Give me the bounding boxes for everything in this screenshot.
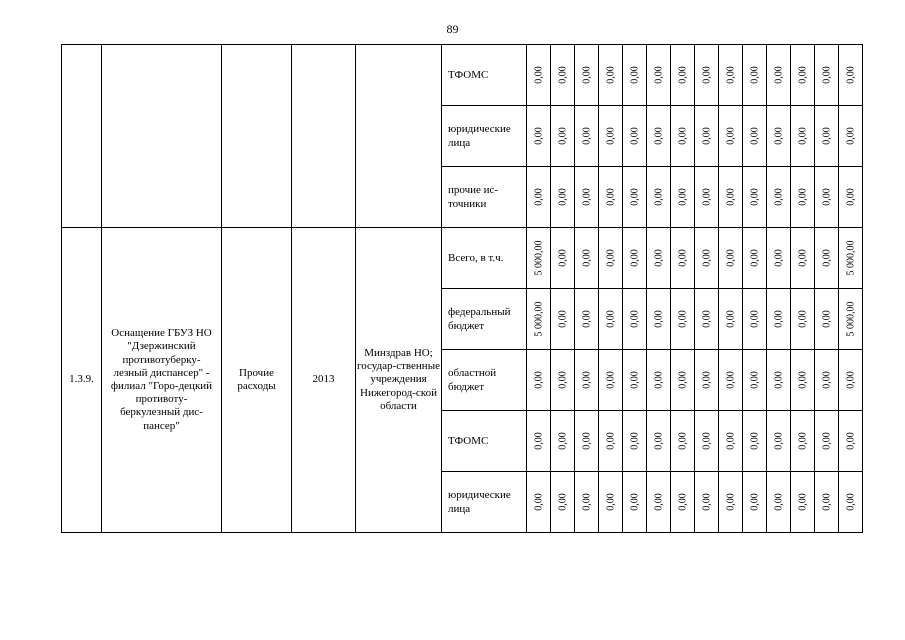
amount-value: 0,00 bbox=[773, 249, 784, 267]
amount-cell bbox=[671, 167, 695, 228]
amount-cell bbox=[791, 289, 815, 350]
amount-cell bbox=[647, 228, 671, 289]
amount-value: 0,00 bbox=[701, 249, 712, 267]
amount-cell bbox=[647, 289, 671, 350]
amount-cell bbox=[767, 167, 791, 228]
amount-cell bbox=[671, 472, 695, 533]
amount-value: 0,00 bbox=[605, 249, 616, 267]
amount-cell bbox=[791, 472, 815, 533]
amount-cell bbox=[719, 45, 743, 106]
amount-value: 0,00 bbox=[749, 432, 760, 450]
amount-value: 0,00 bbox=[845, 188, 856, 206]
amount-value: 0,00 bbox=[677, 310, 688, 328]
amount-value: 0,00 bbox=[773, 310, 784, 328]
amount-cell bbox=[575, 411, 599, 472]
executor: Минздрав НО; государ-ственные учреждения Нижегород-ской области bbox=[356, 228, 442, 533]
amount-value: 0,00 bbox=[821, 493, 832, 511]
amount-value: 0,00 bbox=[581, 493, 592, 511]
amount-value: 0,00 bbox=[749, 310, 760, 328]
amount-cell bbox=[575, 472, 599, 533]
amount-value: 5 000,00 bbox=[533, 301, 544, 337]
amount-cell bbox=[647, 106, 671, 167]
amount-value: 0,00 bbox=[797, 493, 808, 511]
amount-cell bbox=[815, 411, 839, 472]
amount-value: 0,00 bbox=[557, 310, 568, 328]
amount-value: 0,00 bbox=[605, 493, 616, 511]
amount-value: 0,00 bbox=[749, 127, 760, 145]
amount-value: 0,00 bbox=[557, 371, 568, 389]
amount-value: 0,00 bbox=[653, 432, 664, 450]
amount-cell bbox=[791, 106, 815, 167]
amount-cell bbox=[719, 350, 743, 411]
amount-cell bbox=[623, 228, 647, 289]
amount-value: 0,00 bbox=[677, 432, 688, 450]
amount-value: 0,00 bbox=[581, 371, 592, 389]
amount-value: 0,00 bbox=[797, 188, 808, 206]
amount-cell bbox=[527, 289, 551, 350]
amount-value: 0,00 bbox=[629, 127, 640, 145]
amount-value: 0,00 bbox=[653, 310, 664, 328]
expense-type: Прочие расходы bbox=[222, 228, 292, 533]
amount-value: 0,00 bbox=[533, 371, 544, 389]
amount-cell bbox=[815, 350, 839, 411]
amount-value: 0,00 bbox=[677, 127, 688, 145]
amount-value: 0,00 bbox=[653, 493, 664, 511]
amount-value: 0,00 bbox=[821, 188, 832, 206]
amount-value: 0,00 bbox=[557, 432, 568, 450]
amount-value: 0,00 bbox=[725, 66, 736, 84]
amount-cell bbox=[743, 289, 767, 350]
amount-cell bbox=[695, 45, 719, 106]
amount-value: 0,00 bbox=[845, 432, 856, 450]
amount-cell bbox=[551, 228, 575, 289]
amount-cell bbox=[599, 106, 623, 167]
amount-value: 0,00 bbox=[797, 66, 808, 84]
amount-value: 0,00 bbox=[629, 66, 640, 84]
amount-value: 0,00 bbox=[725, 432, 736, 450]
amount-value: 0,00 bbox=[845, 371, 856, 389]
amount-cell bbox=[671, 350, 695, 411]
expense-type-cell-empty bbox=[222, 45, 292, 228]
amount-value: 0,00 bbox=[797, 127, 808, 145]
amount-cell bbox=[695, 350, 719, 411]
amount-cell bbox=[719, 289, 743, 350]
amount-value: 0,00 bbox=[797, 432, 808, 450]
amount-cell bbox=[695, 289, 719, 350]
amount-cell bbox=[743, 45, 767, 106]
amount-cell bbox=[551, 45, 575, 106]
amount-cell bbox=[599, 45, 623, 106]
amount-cell bbox=[767, 228, 791, 289]
amount-cell bbox=[551, 167, 575, 228]
amount-cell bbox=[575, 228, 599, 289]
amount-value: 0,00 bbox=[581, 249, 592, 267]
amount-cell bbox=[791, 350, 815, 411]
amount-cell bbox=[599, 167, 623, 228]
amount-value: 0,00 bbox=[677, 188, 688, 206]
amount-value: 0,00 bbox=[581, 310, 592, 328]
amount-value: 0,00 bbox=[533, 127, 544, 145]
funding-source: юридические лица bbox=[442, 472, 527, 533]
amount-value: 0,00 bbox=[653, 188, 664, 206]
amount-value: 0,00 bbox=[605, 127, 616, 145]
amount-value: 0,00 bbox=[557, 188, 568, 206]
amount-cell bbox=[527, 106, 551, 167]
amount-value: 5 000,00 bbox=[533, 240, 544, 276]
amount-cell bbox=[839, 228, 863, 289]
amount-value: 0,00 bbox=[701, 493, 712, 511]
amount-value: 0,00 bbox=[533, 188, 544, 206]
amount-cell bbox=[695, 472, 719, 533]
amount-value: 0,00 bbox=[557, 493, 568, 511]
amount-cell bbox=[839, 472, 863, 533]
amount-cell bbox=[647, 350, 671, 411]
amount-cell bbox=[767, 411, 791, 472]
amount-value: 0,00 bbox=[605, 310, 616, 328]
amount-value: 0,00 bbox=[725, 188, 736, 206]
amount-value: 0,00 bbox=[653, 66, 664, 84]
amount-value: 0,00 bbox=[629, 310, 640, 328]
amount-cell bbox=[815, 167, 839, 228]
amount-cell bbox=[791, 45, 815, 106]
amount-cell bbox=[527, 167, 551, 228]
amount-cell bbox=[623, 411, 647, 472]
amount-cell bbox=[743, 167, 767, 228]
amount-cell bbox=[623, 289, 647, 350]
amount-value: 0,00 bbox=[557, 249, 568, 267]
amount-cell bbox=[815, 289, 839, 350]
amount-cell bbox=[695, 167, 719, 228]
entry-number: 1.3.9. bbox=[62, 228, 102, 533]
amount-cell bbox=[695, 106, 719, 167]
amount-cell bbox=[839, 167, 863, 228]
amount-cell bbox=[839, 289, 863, 350]
amount-value: 0,00 bbox=[773, 493, 784, 511]
number-cell-empty bbox=[62, 45, 102, 228]
amount-value: 0,00 bbox=[581, 188, 592, 206]
amount-cell bbox=[527, 45, 551, 106]
amount-cell bbox=[599, 350, 623, 411]
amount-cell bbox=[599, 228, 623, 289]
amount-cell bbox=[599, 472, 623, 533]
amount-value: 0,00 bbox=[821, 371, 832, 389]
amount-value: 0,00 bbox=[773, 66, 784, 84]
amount-cell bbox=[815, 472, 839, 533]
amount-cell bbox=[623, 167, 647, 228]
amount-value: 0,00 bbox=[605, 371, 616, 389]
table-row bbox=[62, 45, 863, 106]
amount-cell bbox=[551, 289, 575, 350]
amount-value: 0,00 bbox=[629, 432, 640, 450]
amount-cell bbox=[743, 411, 767, 472]
amount-cell bbox=[719, 411, 743, 472]
amount-value: 0,00 bbox=[701, 188, 712, 206]
amount-cell bbox=[647, 45, 671, 106]
amount-cell bbox=[647, 167, 671, 228]
amount-cell bbox=[551, 106, 575, 167]
amount-cell bbox=[839, 106, 863, 167]
amount-value: 0,00 bbox=[749, 188, 760, 206]
amount-cell bbox=[719, 167, 743, 228]
amount-cell bbox=[551, 411, 575, 472]
funding-source: юридические лица bbox=[442, 106, 527, 167]
amount-cell bbox=[791, 167, 815, 228]
entry-year: 2013 bbox=[292, 228, 356, 533]
amount-value: 0,00 bbox=[821, 432, 832, 450]
amount-value: 0,00 bbox=[821, 310, 832, 328]
amount-cell bbox=[575, 106, 599, 167]
amount-value: 0,00 bbox=[701, 66, 712, 84]
amount-value: 0,00 bbox=[725, 127, 736, 145]
funding-source: областной бюджет bbox=[442, 350, 527, 411]
amount-cell bbox=[839, 45, 863, 106]
amount-cell bbox=[647, 411, 671, 472]
amount-value: 0,00 bbox=[557, 127, 568, 145]
amount-cell bbox=[839, 411, 863, 472]
amount-cell bbox=[551, 472, 575, 533]
amount-value: 0,00 bbox=[749, 66, 760, 84]
amount-value: 5 000,00 bbox=[845, 301, 856, 337]
amount-value: 0,00 bbox=[701, 127, 712, 145]
amount-value: 0,00 bbox=[797, 371, 808, 389]
amount-cell bbox=[671, 106, 695, 167]
amount-cell bbox=[767, 350, 791, 411]
amount-value: 0,00 bbox=[629, 493, 640, 511]
amount-cell bbox=[575, 350, 599, 411]
amount-value: 0,00 bbox=[605, 432, 616, 450]
financing-table bbox=[61, 44, 863, 533]
amount-value: 0,00 bbox=[773, 371, 784, 389]
amount-cell bbox=[599, 411, 623, 472]
amount-value: 0,00 bbox=[581, 127, 592, 145]
amount-value: 0,00 bbox=[773, 188, 784, 206]
amount-value: 0,00 bbox=[533, 493, 544, 511]
amount-value: 0,00 bbox=[701, 310, 712, 328]
amount-cell bbox=[743, 228, 767, 289]
amount-cell bbox=[815, 228, 839, 289]
amount-value: 0,00 bbox=[797, 249, 808, 267]
amount-cell bbox=[575, 167, 599, 228]
funding-source: федеральный бюджет bbox=[442, 289, 527, 350]
amount-value: 0,00 bbox=[629, 188, 640, 206]
amount-cell bbox=[791, 228, 815, 289]
amount-cell bbox=[671, 289, 695, 350]
funding-source: ТФОМС bbox=[442, 45, 527, 106]
amount-cell bbox=[527, 350, 551, 411]
amount-cell bbox=[551, 350, 575, 411]
amount-cell bbox=[743, 472, 767, 533]
funding-source: прочие ис-точники bbox=[442, 167, 527, 228]
year-cell-empty bbox=[292, 45, 356, 228]
amount-cell bbox=[623, 45, 647, 106]
amount-cell bbox=[767, 45, 791, 106]
amount-cell bbox=[671, 45, 695, 106]
amount-value: 5 000,00 bbox=[845, 240, 856, 276]
amount-value: 0,00 bbox=[677, 371, 688, 389]
amount-value: 0,00 bbox=[749, 493, 760, 511]
amount-value: 0,00 bbox=[773, 127, 784, 145]
amount-cell bbox=[767, 472, 791, 533]
amount-cell bbox=[623, 350, 647, 411]
amount-value: 0,00 bbox=[677, 493, 688, 511]
amount-cell bbox=[767, 106, 791, 167]
amount-cell bbox=[743, 350, 767, 411]
amount-value: 0,00 bbox=[581, 66, 592, 84]
amount-cell bbox=[719, 228, 743, 289]
amount-value: 0,00 bbox=[653, 127, 664, 145]
amount-value: 0,00 bbox=[845, 493, 856, 511]
amount-cell bbox=[575, 289, 599, 350]
amount-value: 0,00 bbox=[701, 432, 712, 450]
amount-cell bbox=[671, 228, 695, 289]
entry-name: Оснащение ГБУЗ НО "Дзержинский противотуберку-лезный диспансер" - филиал "Горо-децкий противоту-беркулезный дис-пансер" bbox=[102, 228, 222, 533]
amount-value: 0,00 bbox=[581, 432, 592, 450]
amount-value: 0,00 bbox=[797, 310, 808, 328]
amount-cell bbox=[791, 411, 815, 472]
amount-value: 0,00 bbox=[629, 371, 640, 389]
amount-value: 0,00 bbox=[677, 249, 688, 267]
amount-value: 0,00 bbox=[845, 66, 856, 84]
amount-cell bbox=[599, 289, 623, 350]
amount-value: 0,00 bbox=[629, 249, 640, 267]
amount-cell bbox=[647, 472, 671, 533]
amount-value: 0,00 bbox=[533, 432, 544, 450]
amount-value: 0,00 bbox=[821, 249, 832, 267]
name-cell-empty bbox=[102, 45, 222, 228]
amount-cell bbox=[839, 350, 863, 411]
amount-cell bbox=[767, 289, 791, 350]
amount-value: 0,00 bbox=[821, 66, 832, 84]
amount-value: 0,00 bbox=[749, 371, 760, 389]
amount-cell bbox=[527, 411, 551, 472]
amount-cell bbox=[719, 472, 743, 533]
amount-value: 0,00 bbox=[605, 188, 616, 206]
amount-value: 0,00 bbox=[725, 249, 736, 267]
amount-cell bbox=[671, 411, 695, 472]
amount-value: 0,00 bbox=[653, 371, 664, 389]
amount-value: 0,00 bbox=[725, 371, 736, 389]
amount-value: 0,00 bbox=[677, 66, 688, 84]
amount-value: 0,00 bbox=[533, 66, 544, 84]
amount-value: 0,00 bbox=[605, 66, 616, 84]
page-number: 89 bbox=[446, 22, 459, 36]
amount-cell bbox=[695, 228, 719, 289]
amount-value: 0,00 bbox=[821, 127, 832, 145]
amount-value: 0,00 bbox=[725, 310, 736, 328]
amount-cell bbox=[623, 472, 647, 533]
amount-value: 0,00 bbox=[701, 371, 712, 389]
amount-value: 0,00 bbox=[557, 66, 568, 84]
amount-value: 0,00 bbox=[749, 249, 760, 267]
amount-value: 0,00 bbox=[725, 493, 736, 511]
amount-cell bbox=[719, 106, 743, 167]
amount-cell bbox=[743, 106, 767, 167]
executor-cell-empty bbox=[356, 45, 442, 228]
amount-cell bbox=[527, 472, 551, 533]
table-row bbox=[62, 228, 863, 289]
funding-source: Всего, в т.ч. bbox=[442, 228, 527, 289]
amount-cell bbox=[527, 228, 551, 289]
amount-cell bbox=[815, 45, 839, 106]
amount-cell bbox=[575, 45, 599, 106]
amount-value: 0,00 bbox=[773, 432, 784, 450]
amount-cell bbox=[695, 411, 719, 472]
amount-cell bbox=[623, 106, 647, 167]
amount-value: 0,00 bbox=[845, 127, 856, 145]
amount-value: 0,00 bbox=[653, 249, 664, 267]
amount-cell bbox=[815, 106, 839, 167]
funding-source: ТФОМС bbox=[442, 411, 527, 472]
